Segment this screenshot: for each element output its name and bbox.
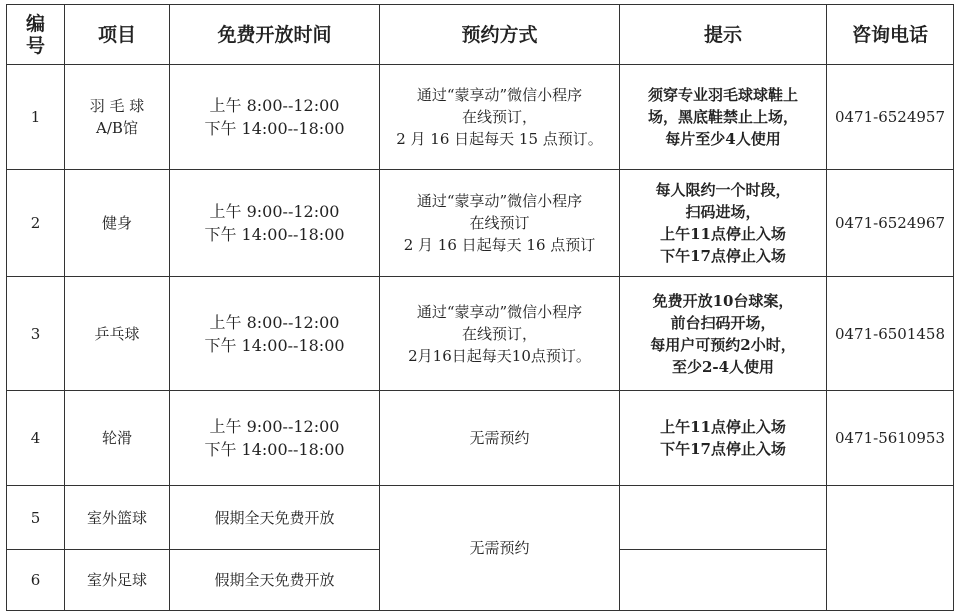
row-tip <box>620 65 827 170</box>
row-tip-line: 上午11点停止入场 <box>660 418 786 436</box>
row-time: 假期全天免费开放 <box>170 550 380 611</box>
row-time: 假期全天免费开放 <box>170 486 380 550</box>
row-time-line: 上午 9:00--12:00 <box>209 202 340 221</box>
row-booking-line: 2 月 16 日起每天 15 点预订。 <box>396 130 603 148</box>
row-tip-line: 须穿专业羽毛球球鞋上 <box>647 86 798 104</box>
row-booking-line: 2月16日起每天10点预订。 <box>408 346 591 365</box>
row-no: 3 <box>7 277 65 391</box>
row-time-line: 下午 14:00--18:00 <box>204 335 345 355</box>
row-no: 6 <box>7 550 65 611</box>
row-item: 室外足球 <box>65 550 170 611</box>
row-tip-empty <box>620 486 827 550</box>
header-time: 免费开放时间 <box>170 5 380 65</box>
schedule-table <box>6 4 954 611</box>
row-tip-line: 下午17点停止入场 <box>660 440 786 458</box>
row-booking-shared: 无需预约 <box>380 486 620 611</box>
row-tip <box>620 170 827 277</box>
row-tip <box>620 277 827 391</box>
row-time <box>170 65 380 170</box>
row-item: 室外篮球 <box>65 486 170 550</box>
row-phone: 0471-6524957 <box>827 65 954 170</box>
row-booking <box>380 170 620 277</box>
row-tip-line: 扫码进场， <box>685 203 761 221</box>
row-tip-line: 免费开放10台球案， <box>652 291 794 310</box>
row-time-line: 上午 8:00--12:00 <box>209 96 340 115</box>
row-item: 轮滑 <box>65 391 170 486</box>
row-time-line: 下午 14:00--18:00 <box>204 225 345 244</box>
row-item: 乒乓球 <box>65 277 170 391</box>
row-time-line: 下午 14:00--18:00 <box>204 119 345 138</box>
row-item-line: 羽 毛 球 <box>89 97 145 115</box>
header-phone: 咨询电话 <box>827 5 954 65</box>
row-booking-line: 通过“蒙享动”微信小程序 <box>416 86 583 104</box>
table-row <box>7 65 954 170</box>
table-row <box>7 391 954 486</box>
row-tip-line: 每片至少4人使用 <box>665 130 781 148</box>
row-time <box>170 170 380 277</box>
row-tip-line: 每人限约一个时段， <box>655 181 791 199</box>
row-tip-empty <box>620 550 827 611</box>
header-tip: 提示 <box>620 5 827 65</box>
row-phone-empty <box>827 486 954 611</box>
row-booking <box>380 277 620 391</box>
row-item-line: A/B馆 <box>96 119 138 137</box>
row-tip <box>620 391 827 486</box>
row-phone: 0471-6501458 <box>827 277 954 391</box>
row-tip-line: 每用户可预约2小时， <box>650 335 796 354</box>
row-tip-line: 至少2-4人使用 <box>671 357 775 376</box>
row-booking-line: 2 月 16 日起每天 16 点预订 <box>403 236 596 254</box>
row-time <box>170 277 380 391</box>
row-time-line: 上午 9:00--12:00 <box>209 417 340 436</box>
header-no-line: 编 <box>25 12 45 35</box>
row-no: 1 <box>7 65 65 170</box>
table-row <box>7 170 954 277</box>
row-booking: 无需预约 <box>380 391 620 486</box>
header-no-line: 号 <box>25 34 45 57</box>
row-booking-line: 通过“蒙享动”微信小程序 <box>416 302 583 321</box>
row-booking-line: 在线预订， <box>461 108 537 126</box>
row-booking-line: 在线预订 <box>469 214 530 232</box>
row-item: 健身 <box>65 170 170 277</box>
row-no: 2 <box>7 170 65 277</box>
row-booking-line: 通过“蒙享动”微信小程序 <box>416 192 583 210</box>
row-time-line: 下午 14:00--18:00 <box>204 440 345 459</box>
row-no: 5 <box>7 486 65 550</box>
header-item: 项目 <box>65 5 170 65</box>
row-tip-line: 前台扫码开场， <box>670 313 776 332</box>
row-time-line: 上午 8:00--12:00 <box>209 312 340 332</box>
header-no <box>7 5 65 65</box>
row-item <box>65 65 170 170</box>
row-booking-line: 在线预订， <box>461 324 537 343</box>
table-row <box>7 277 954 391</box>
row-phone: 0471-5610953 <box>827 391 954 486</box>
row-tip-line: 场，黑底鞋禁止上场， <box>647 108 798 126</box>
header-row <box>7 5 954 65</box>
header-booking: 预约方式 <box>380 5 620 65</box>
row-booking <box>380 65 620 170</box>
row-time <box>170 391 380 486</box>
table-row <box>7 486 954 550</box>
row-tip-line: 上午11点停止入场 <box>660 225 786 243</box>
row-tip-line: 下午17点停止入场 <box>660 247 786 265</box>
row-phone: 0471-6524967 <box>827 170 954 277</box>
row-no: 4 <box>7 391 65 486</box>
